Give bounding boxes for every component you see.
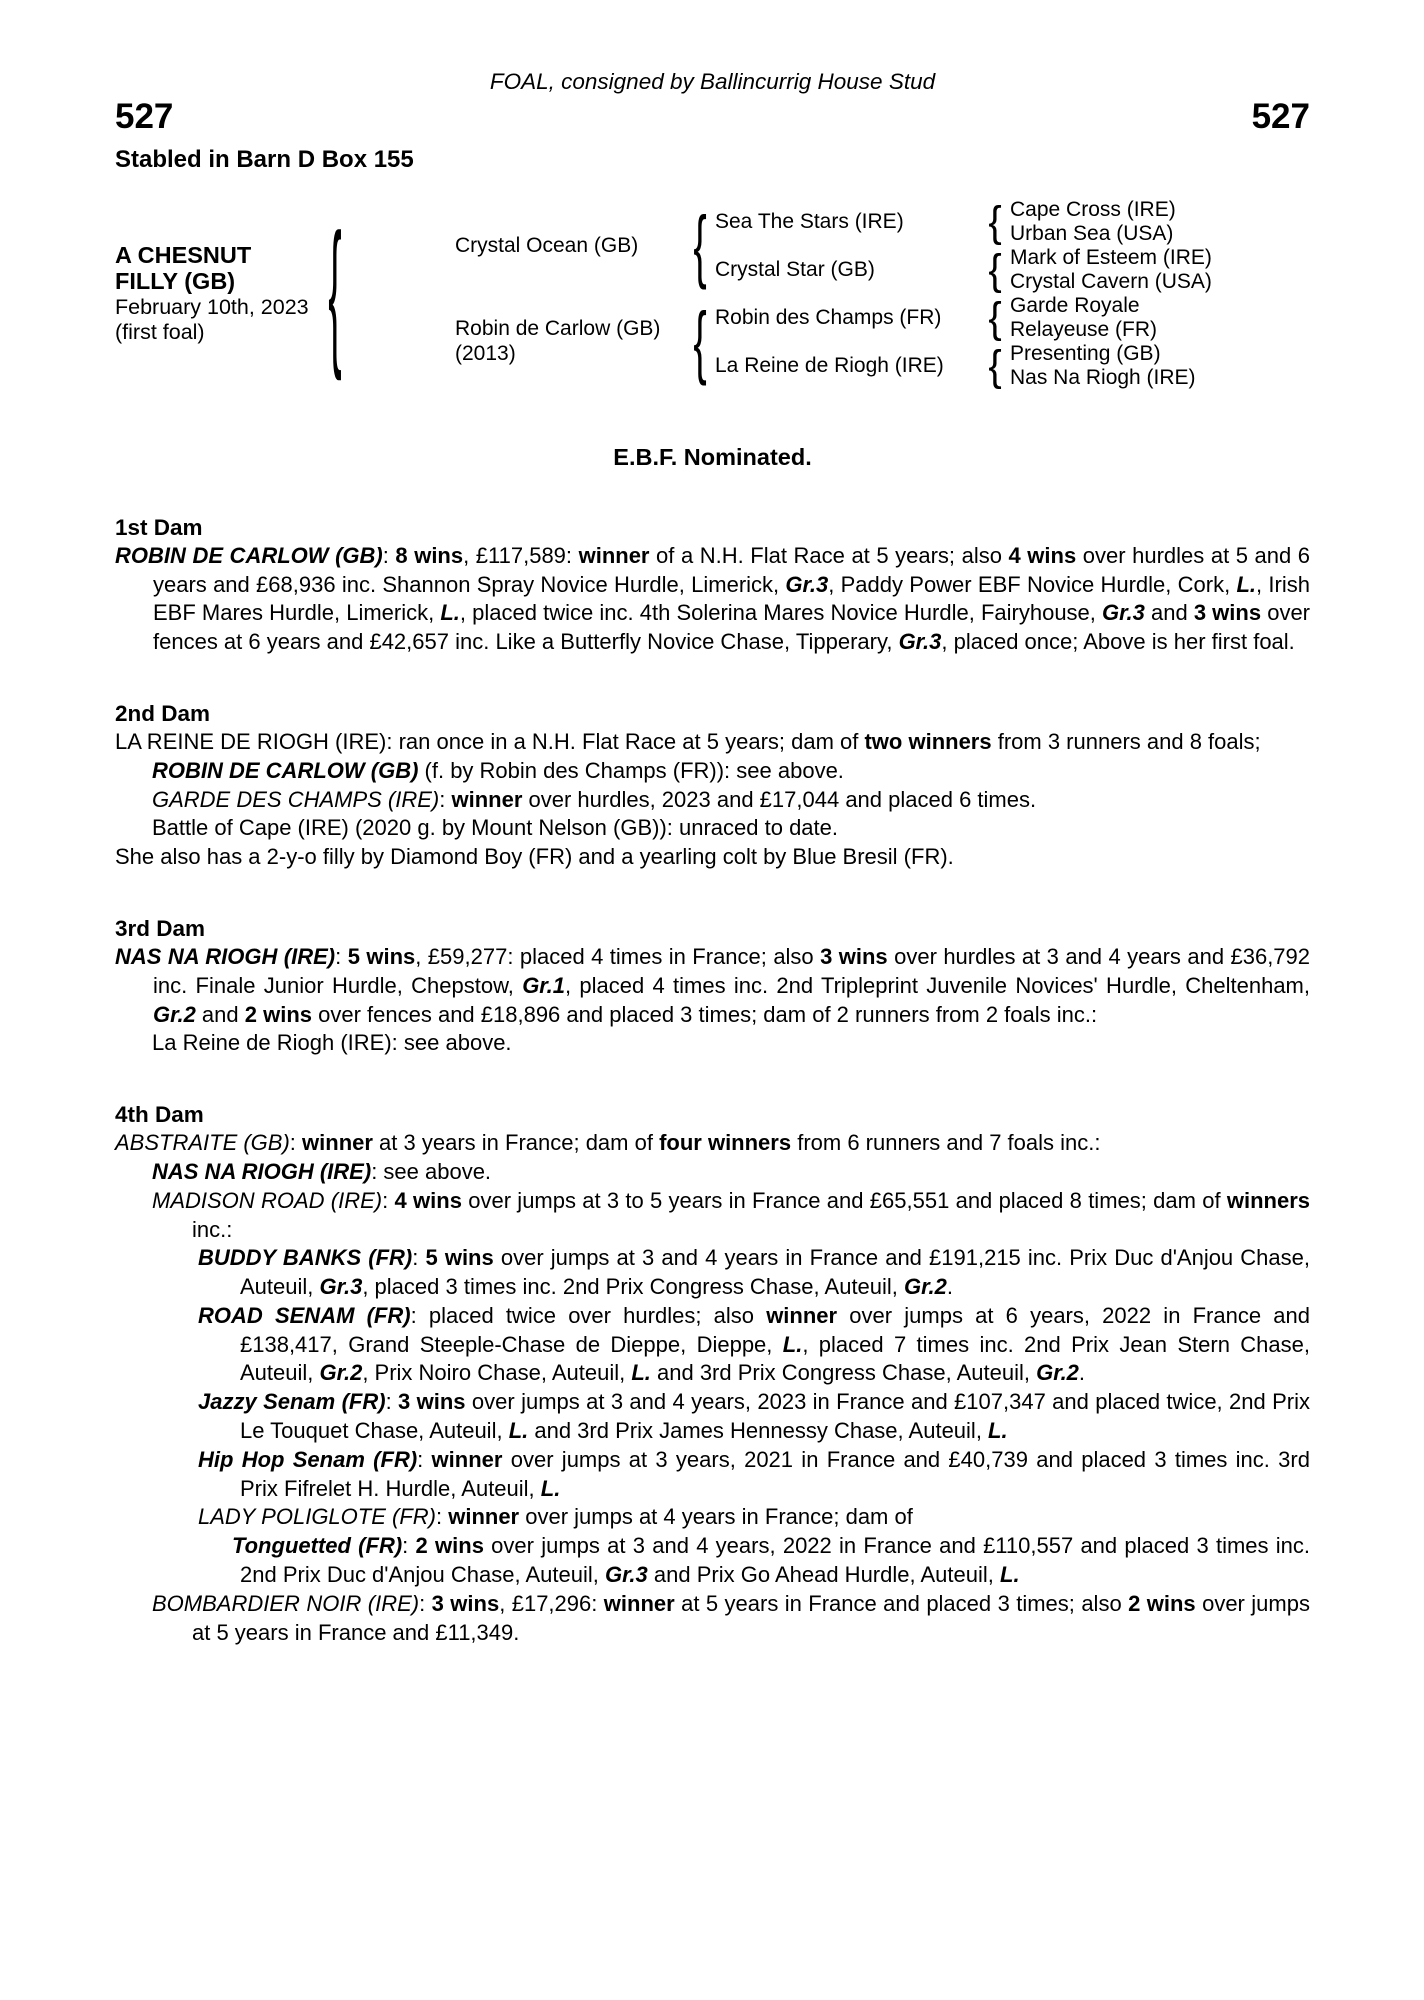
text-segment: Gr.3 <box>319 1274 363 1300</box>
pedigree-brace-icon: { <box>328 204 342 383</box>
dam-section <box>115 1102 1310 1647</box>
pedigree-paragraph <box>115 728 1310 757</box>
text-segment: over hurdles, 2023 and £17,044 and placed 6 times. <box>522 786 1037 812</box>
text-segment: , placed 3 times inc. 2nd Prix Congress Chase, Auteuil, <box>362 1274 905 1300</box>
dam-branch <box>350 294 1280 390</box>
text-segment: L. <box>1236 571 1257 597</box>
text-segment: 2 wins <box>244 1001 312 1027</box>
text-segment: : <box>335 943 348 969</box>
text-segment: winner <box>302 1130 373 1156</box>
pedigree-paragraph <box>115 786 1310 815</box>
subject-note: (first foal) <box>115 320 205 345</box>
text-segment: at 3 years in France; dam of <box>372 1130 660 1156</box>
sire-sire-branch <box>715 198 1280 246</box>
text-segment: over jumps at 4 years in France; dam of <box>519 1504 913 1530</box>
pedigree-brace-icon: { <box>988 294 1002 342</box>
pedigree-paragraph <box>115 542 1310 657</box>
text-segment: winner <box>431 1446 503 1472</box>
text-segment: NAS NA RIOGH (IRE) <box>115 943 336 969</box>
text-segment: , £17,296: <box>499 1590 604 1616</box>
great-grandsire-name: Cape Cross (IRE) <box>1010 197 1176 221</box>
text-segment: , Paddy Power EBF Novice Hurdle, Cork, <box>828 571 1237 597</box>
text-segment: . <box>946 1274 953 1300</box>
pedigree-paragraph <box>115 943 1310 1029</box>
pedigree-paragraph <box>115 1244 1310 1302</box>
text-segment: 8 wins <box>395 542 464 568</box>
dam-dam-parents <box>1010 342 1280 390</box>
great-granddam-name: Relayeuse (FR) <box>1010 317 1158 341</box>
pedigree-paragraph <box>115 1388 1310 1446</box>
text-segment: La Reine de Riogh (IRE): see above. <box>152 1030 512 1056</box>
text-segment: , placed once; Above is her first foal. <box>941 629 1295 655</box>
text-segment: : <box>382 1187 395 1213</box>
text-segment: ABSTRAITE (GB) <box>115 1130 290 1156</box>
produce-sections <box>115 515 1310 1648</box>
pedigree-paragraph <box>115 1187 1310 1245</box>
dam-grandparents <box>715 294 1280 390</box>
text-segment: : <box>289 1130 303 1156</box>
text-segment: Gr.3 <box>604 1562 648 1588</box>
text-segment: over fences and £18,896 and placed 3 times; dam of 2 runners from 2 foals inc.: <box>312 1001 1098 1027</box>
text-segment: She also has a 2-y-o filly by Diamond Boy (FR) and a yearling colt by Blue Bresil (FR). <box>115 844 954 870</box>
great-grandsire-name: Garde Royale <box>1010 293 1140 317</box>
pedigree-paragraph <box>115 1503 1310 1532</box>
text-segment: : <box>417 1446 432 1472</box>
pedigree-paragraph <box>115 1590 1310 1648</box>
sire-name: Crystal Ocean (GB) <box>455 233 639 257</box>
text-segment: 2 wins <box>415 1533 484 1559</box>
text-segment: : <box>402 1533 416 1559</box>
text-segment: at 5 years in France and placed 3 times; also <box>674 1590 1129 1616</box>
dam-section <box>115 515 1310 657</box>
text-segment: and Prix Go Ahead Hurdle, Auteuil, <box>647 1562 1000 1588</box>
text-segment: GARDE DES CHAMPS (IRE) <box>152 786 440 812</box>
text-segment: winner <box>578 542 650 568</box>
text-segment: over hurdles at 3 and 4 years and £36,792 inc. Finale Junior Hurdle, Chepstow, <box>153 943 1311 998</box>
text-segment: and 3rd Prix Congress Chase, Auteuil, <box>650 1360 1037 1386</box>
text-segment: , placed twice inc. 4th Solerina Mares Novice Hurdle, Fairyhouse, <box>459 600 1103 626</box>
text-segment: LADY POLIGLOTE (FR) <box>198 1504 436 1530</box>
text-segment: MADISON ROAD (IRE) <box>152 1187 383 1213</box>
text-segment: inc.: <box>192 1216 233 1242</box>
great-granddam-name: Nas Na Riogh (IRE) <box>1010 365 1196 389</box>
stabling-info: Stabled in Barn D Box 155 <box>115 145 414 173</box>
subject-name-line2: FILLY (GB) <box>115 268 236 295</box>
dam-heading: 2nd Dam <box>115 700 211 726</box>
text-segment: Gr.1 <box>522 972 565 998</box>
text-segment: and 3rd Prix James Hennessy Chase, Auteuil, <box>528 1418 989 1444</box>
sire-grandparents <box>715 198 1280 294</box>
text-segment: , £117,589: <box>463 542 579 568</box>
text-segment: L. <box>508 1418 529 1444</box>
text-segment: NAS NA RIOGH (IRE) <box>152 1158 372 1184</box>
text-segment: Gr.2 <box>153 1001 196 1027</box>
text-segment: L. <box>631 1360 651 1386</box>
text-segment: Gr.2 <box>319 1360 363 1386</box>
consignor-line: FOAL, consigned by Ballincurrig House Stud <box>489 69 936 94</box>
text-segment: four winners <box>659 1130 792 1156</box>
dam-heading: 3rd Dam <box>115 915 206 941</box>
pedigree-parents <box>350 198 1280 390</box>
dam-name-text: Robin de Carlow (GB) <box>455 317 661 341</box>
pedigree-brace-icon: { <box>693 297 707 387</box>
text-segment: winners <box>1226 1187 1310 1213</box>
text-segment: ROBIN DE CARLOW (GB) <box>152 757 419 783</box>
text-segment: 4 wins <box>1008 542 1077 568</box>
text-segment: L. <box>988 1418 1008 1444</box>
dam-year: (2013) <box>455 341 516 365</box>
text-segment: winner <box>448 1504 520 1530</box>
text-segment: : <box>439 786 452 812</box>
pedigree-brace-icon: { <box>988 198 1002 246</box>
text-segment: 2 wins <box>1128 1590 1196 1616</box>
pedigree-paragraph <box>115 1129 1310 1158</box>
text-segment: ROBIN DE CARLOW (GB) <box>115 542 383 568</box>
text-segment: BUDDY BANKS (FR) <box>198 1245 413 1271</box>
subject-name-line1: A CHESNUT <box>115 241 252 268</box>
text-segment: over fences at 6 years and £42,657 inc. Like a Butterfly Novice Chase, Tipperary, <box>153 600 1311 655</box>
dam-section <box>115 701 1310 872</box>
text-segment: L. <box>440 600 460 626</box>
sire-branch <box>350 198 1280 294</box>
text-segment: : see above. <box>371 1158 492 1184</box>
dam-sire-parents <box>1010 294 1280 342</box>
text-segment: Gr.3 <box>898 629 942 655</box>
text-segment: Gr.2 <box>904 1274 947 1300</box>
text-segment: BOMBARDIER NOIR (IRE) <box>152 1590 420 1616</box>
dam-sire-name: Robin des Champs (FR) <box>715 305 942 329</box>
pedigree-paragraph <box>115 1158 1310 1187</box>
text-segment: over jumps at 6 years, 2022 in France and £138,417, Grand Steeple-Chase de Dieppe, Dieppe, <box>240 1302 1310 1357</box>
pedigree-paragraph <box>115 757 1310 786</box>
text-segment: 4 wins <box>394 1187 462 1213</box>
great-grandsire-name: Presenting (GB) <box>1010 341 1161 365</box>
text-segment: Gr.3 <box>785 571 829 597</box>
text-segment: and <box>195 1001 245 1027</box>
text-segment: 3 wins <box>820 943 888 969</box>
pedigree-paragraph <box>115 843 1310 872</box>
text-segment: : <box>419 1590 432 1616</box>
text-segment: winner <box>451 786 523 812</box>
text-segment: from 6 runners and 7 foals inc.: <box>791 1130 1101 1156</box>
text-segment: LA REINE DE RIOGH (IRE): ran once in a N.H. Flat Race at 5 years; dam of <box>115 728 865 754</box>
text-segment: . <box>1078 1360 1086 1386</box>
subject-horse <box>115 242 320 346</box>
text-segment: : <box>382 542 396 568</box>
text-segment: from 3 runners and 8 foals; <box>991 728 1261 754</box>
lot-number-left: 527 <box>115 96 174 136</box>
text-segment: over jumps at 3 to 5 years in France and £65,551 and placed 8 times; dam of <box>461 1187 1227 1213</box>
text-segment: two winners <box>864 728 992 754</box>
text-segment: , Irish EBF Mares Hurdle, Limerick, <box>153 571 1310 626</box>
dam-heading: 4th Dam <box>115 1102 204 1128</box>
pedigree-paragraph <box>115 1302 1310 1388</box>
text-segment: , £59,277: placed 4 times in France; also <box>415 943 821 969</box>
text-segment: , placed 7 times inc. 2nd Prix Jean Stern Chase, Auteuil, <box>240 1331 1311 1386</box>
text-segment: 3 wins <box>431 1590 500 1616</box>
sire-dam-name: Crystal Star (GB) <box>715 257 875 281</box>
text-segment: L. <box>1000 1562 1020 1588</box>
text-segment: over jumps at 3 years, 2021 in France and £40,739 and placed 3 times inc. 3rd Prix Fifrelet H. Hurdle, Auteuil, <box>240 1446 1310 1501</box>
lot-number-right: 527 <box>1251 96 1310 136</box>
sire-sire-parents <box>1010 198 1280 246</box>
dam-name <box>350 317 685 366</box>
sire-dam-branch <box>715 246 1280 294</box>
text-segment: 3 wins <box>398 1389 466 1415</box>
great-granddam-name: Urban Sea (USA) <box>1010 221 1174 245</box>
pedigree-tree <box>115 198 1310 390</box>
subject-foaling-date: February 10th, 2023 <box>115 294 309 319</box>
text-segment: Gr.3 <box>1102 600 1145 626</box>
dam-section <box>115 916 1310 1058</box>
pedigree-paragraph <box>115 814 1310 843</box>
dam-dam-branch <box>715 342 1280 390</box>
text-segment: (f. by Robin des Champs (FR)): see above. <box>418 757 844 783</box>
text-segment: and <box>1144 600 1194 626</box>
lot-number-row <box>115 96 1310 136</box>
text-segment: Gr.2 <box>1036 1360 1079 1386</box>
text-segment: over jumps at 3 and 4 years, 2023 in France and £107,347 and placed twice, 2nd Prix Le Touquet Chase, Auteuil, <box>240 1389 1310 1444</box>
text-segment: winner <box>603 1590 675 1616</box>
text-segment: Battle of Cape (IRE) (2020 g. by Mount Nelson (GB)): unraced to date. <box>152 815 839 841</box>
pedigree-paragraph <box>115 1029 1310 1058</box>
pedigree-brace-icon: { <box>988 246 1002 294</box>
text-segment: : <box>412 1245 426 1271</box>
great-granddam-name: Crystal Cavern (USA) <box>1010 269 1212 293</box>
text-segment: Tonguetted (FR) <box>232 1533 403 1559</box>
pedigree-brace-icon: { <box>693 201 707 291</box>
text-segment: winner <box>766 1302 838 1328</box>
great-grandsire-name: Mark of Esteem (IRE) <box>1010 245 1212 269</box>
sire-sire-name: Sea The Stars (IRE) <box>715 209 904 233</box>
sire-dam-parents <box>1010 246 1280 294</box>
text-segment: over hurdles at 5 and 6 years and £68,936 inc. Shannon Spray Novice Hurdle, Limerick, <box>153 542 1311 597</box>
text-segment: , placed 4 times inc. 2nd Tripleprint Juvenile Novices' Hurdle, Cheltenham, <box>565 972 1310 998</box>
dam-heading: 1st Dam <box>115 514 203 540</box>
text-segment: Hip Hop Senam (FR) <box>198 1446 418 1472</box>
pedigree-brace-icon: { <box>988 342 1002 390</box>
text-segment: 3 wins <box>1193 600 1262 626</box>
ebf-nomination: E.B.F. Nominated. <box>613 443 812 470</box>
text-segment: Jazzy Senam (FR) <box>198 1389 386 1415</box>
text-segment: 5 wins <box>425 1245 494 1271</box>
dam-sire-branch <box>715 294 1280 342</box>
text-segment: : <box>435 1504 449 1530</box>
text-segment: over jumps at 5 years in France and £11,349. <box>192 1590 1310 1645</box>
text-segment: ROAD SENAM (FR) <box>198 1302 411 1328</box>
text-segment: L. <box>540 1475 561 1501</box>
dam-dam-name: La Reine de Riogh (IRE) <box>715 353 944 377</box>
text-segment: 5 wins <box>347 943 416 969</box>
text-segment: over jumps at 3 and 4 years, 2022 in France and £110,557 and placed 3 times inc. 2nd Prix Duc d'Anjou Chase, Auteuil, <box>240 1533 1311 1588</box>
text-segment: , Prix Noiro Chase, Auteuil, <box>362 1360 632 1386</box>
pedigree-paragraph <box>115 1532 1310 1590</box>
text-segment: over jumps at 3 and 4 years in France and £191,215 inc. Prix Duc d'Anjou Chase, Auteuil, <box>240 1245 1310 1300</box>
pedigree-paragraph <box>115 1446 1310 1504</box>
text-segment: of a N.H. Flat Race at 5 years; also <box>649 542 1009 568</box>
text-segment: L. <box>782 1331 803 1357</box>
text-segment: : placed twice over hurdles; also <box>410 1302 767 1328</box>
text-segment: : <box>385 1389 399 1415</box>
